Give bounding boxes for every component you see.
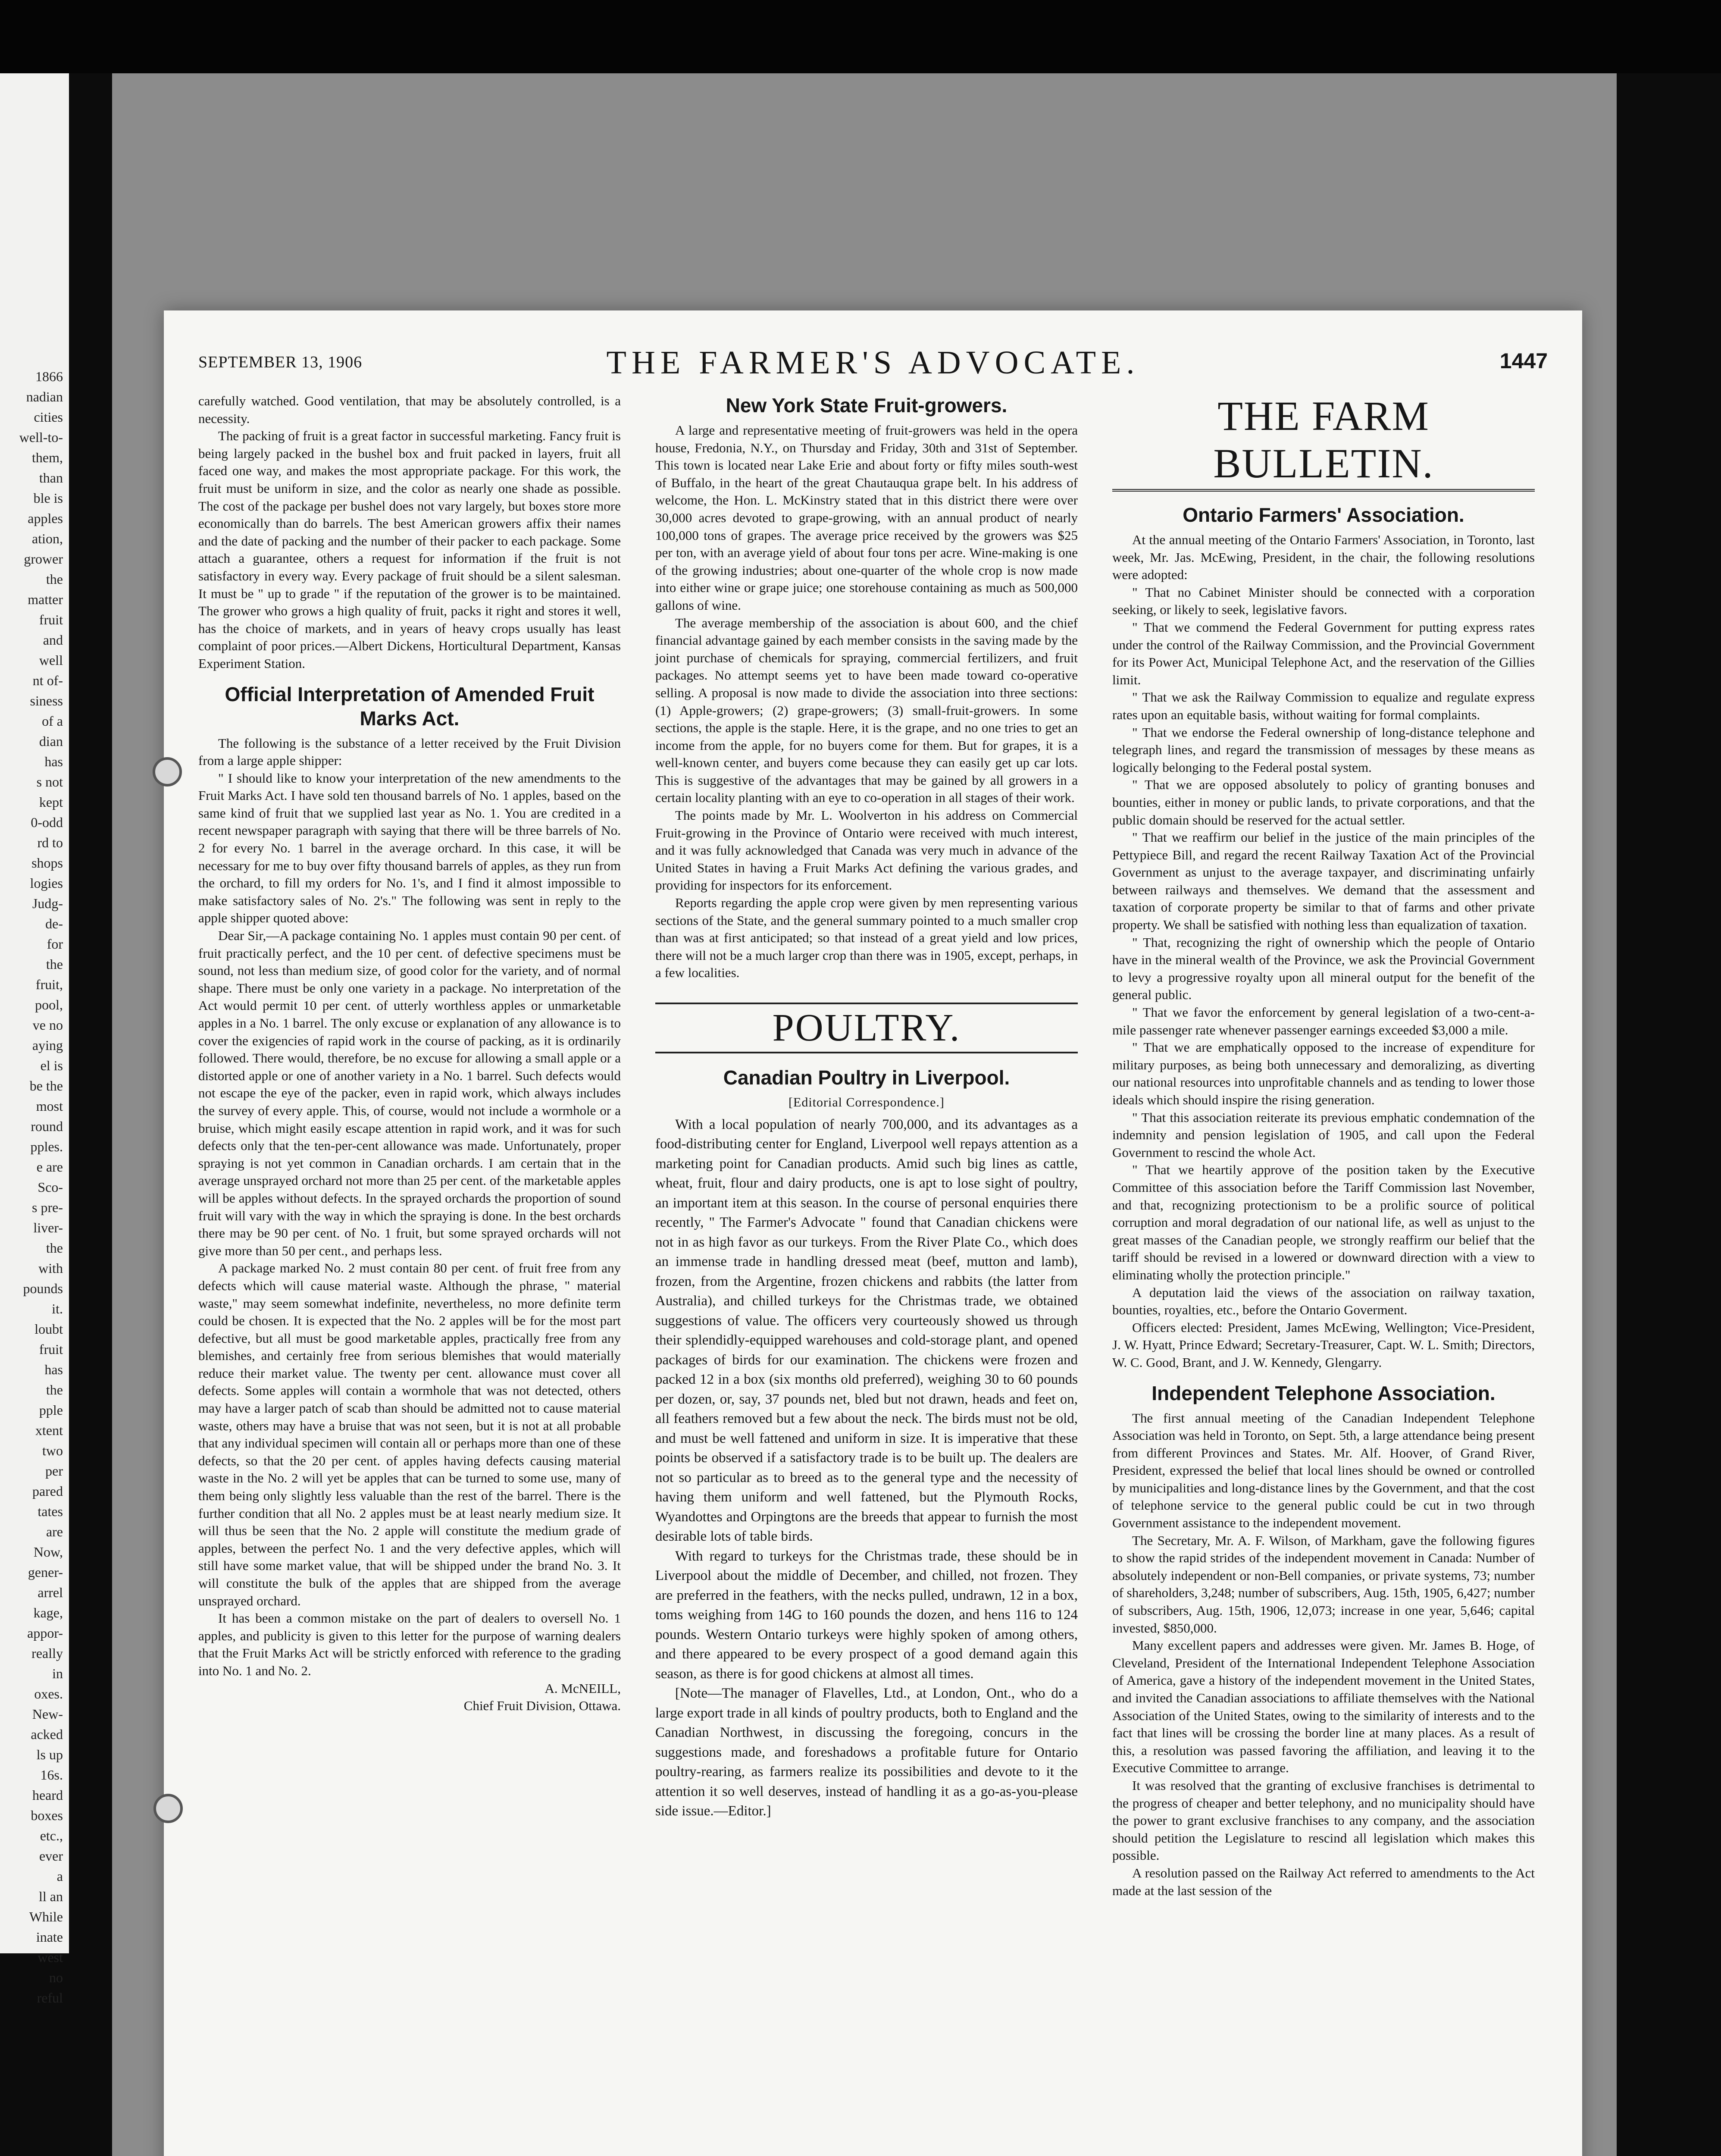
adjacent-page-strip xyxy=(0,73,69,2006)
paragraph: It was resolved that the granting of exclusive franchises is detrimental to the progress of cheaper and better telephony, and no municipality should have the power to grant exclusive franchises to any company, and the association should petition the Legislature to rescind all legislation which makes this possible. xyxy=(1112,1777,1535,1863)
paragraph: The packing of fruit is a great factor in successful marketing. Fancy fruit is being largely packed in the bushel box and fruit packed in layers, fruit all faced one way, and makes the most appropriate package. For this work, the fruit must be uniform in size, and the color as nearly one shade as possible. The cost of the package per bushel does not vary largely, but boxes store more economically than do barrels. The best American growers affix their names and the date of packing and the number of their packer to each package. Some attach a guarantee, others a request for information if the fruit is not satisfactory in every way. Every package of fruit should be a silent salesman. It must be " up to grade " if the reputation of the grower is to be maintained. The grower who grows a high quality of fruit, packs it right and stores it well, has the choice of markets, and in years of heavy crops usually has least complaint of poor prices.—Albert Dickens, Horticultural Department, Kansas Experiment Station. xyxy=(198,428,621,671)
editor-note: [Note—The manager of Flavelles, Ltd., at London, Ont., who do a large export trade in all kinds of poultry products, both to England and the Canadian Northwest, in discussing the foregoing, concurs in the suggestions made, and foreshadows a profitable future for Ontario poultry-rearing, as farmers realize its possibilities and devote to it the attention it so well deserves, instead of handling it as a go-as-you-please side issue.—Editor.] xyxy=(655,1686,1078,1819)
margin-fragment: boxes xyxy=(31,1808,63,1823)
header-title: THE FARMER'S ADVOCATE. xyxy=(606,345,1140,381)
paragraph: " That we are opposed absolutely to policy of granting bonuses and bounties, either in money or public lands, to private corporations, and that the public domain should be reserved for the actual settler. xyxy=(1112,777,1535,827)
adjacent-page-fragments xyxy=(0,73,69,2008)
margin-fragment: be the xyxy=(29,1078,63,1094)
margin-fragment: ve no xyxy=(32,1017,63,1033)
article-title-ontario-farmers: Ontario Farmers' Association. xyxy=(1183,504,1464,526)
margin-fragment: round xyxy=(31,1119,63,1134)
paragraph: " That we ask the Railway Commission to equalize and regulate express rates upon an equitable basis, without waiting for formal complaints. xyxy=(1112,689,1535,722)
binding-hole-icon xyxy=(153,1794,183,1823)
margin-fragment: New- xyxy=(32,1706,63,1722)
paragraph: " I should like to know your interpretation of the new amendments to the Fruit Marks Act. I have sold ten thousand barrels of No. 1 apples, based on the same kind of fruit that we supplied last year as No. 1. You are credited in a recent newspaper paragraph with saying that there will be three barrels of No. 2 for every No. 1 barrel in the average orchard. In this case, it will be necessary for me to buy over fifty thousand barrels of apples, as they run from the orchard, to fill my orders for No. 1's, and I find it almost impossible to make satisfactory sales of No. 2's." The following was sent in reply to the apple shipper quoted above: xyxy=(198,770,621,926)
margin-fragment: apples xyxy=(28,511,63,526)
margin-fragment: really xyxy=(31,1645,63,1661)
margin-fragment: are xyxy=(46,1524,63,1539)
paragraph: " That we favor the enforcement by general legislation of a two-cent-a-mile passenger rate whenever passenger earnings exceeded $3,000 a mile. xyxy=(1112,1005,1535,1037)
margin-fragment: While xyxy=(29,1909,63,1924)
margin-fragment: oxes. xyxy=(34,1686,63,1702)
binding-hole-icon xyxy=(153,757,182,787)
margin-fragment: two xyxy=(42,1443,63,1458)
margin-fragment: the xyxy=(46,1382,63,1398)
margin-fragment: shops xyxy=(31,855,63,871)
margin-fragment: ll an xyxy=(39,1889,63,1904)
margin-fragment: the xyxy=(46,956,63,972)
margin-fragment: logies xyxy=(30,875,63,891)
paragraph: " That we endorse the Federal ownership of long-distance telephone and telegraph lines, and regard the transmission of messages by these means as logically belonging to the Federal postal system. xyxy=(1112,724,1535,775)
margin-fragment: cities xyxy=(34,409,63,425)
paragraph: A package marked No. 2 must contain 80 per cent. of fruit free from any defects which will cause material waste. Although the phrase, " material waste," may seem somewhat indefinite, nevertheless, no more definite term could be chosen. It is expected that the No. 2 apples will be for the most part defective, but all must be good marketable apples, practically free from any blemishes, and certainly free from serious blemishes that would materially reduce their market value. The twenty per cent. allowance must cover all defects. Some apples will contain a wormhole that was not detected, others may have a larger patch of scab than should be admitted not to cause material waste, others may have a bruise that was not seen, but it is not at all probable that any individual specimen will contain all or perhaps more than one of these defects, so that the 20 per cent. of apples having defects causing material waste in the No. 2 will yet be apples that can be turned to some use, many of them being only slightly less valuable than the rest of the barrel. There is the further condition that all No. 2 apples must be at least nearly medium size. It will thus be seen that the No. 2 apple will constitute the medium grade of apples, between the perfect No. 1 and the very defective apples, which will still have some market value, that will be shipped under the brand No. 3. It will constitute the bulk of the apples that are shipped from the average unsprayed orchard. xyxy=(198,1260,621,1608)
margin-fragment: dian xyxy=(39,733,63,749)
margin-fragment: reful xyxy=(37,1990,63,2006)
paragraph: A deputation laid the views of the association on railway taxation, bounties, royalties, etc., before the Ontario Goverment. xyxy=(1112,1285,1535,1318)
margin-fragment: siness xyxy=(30,693,63,708)
column-2 xyxy=(655,392,1078,2156)
section-banner-poultry: POULTRY. xyxy=(655,1003,1078,1053)
paragraph: " That we commend the Federal Government for putting express rates under the control of the Railway Commission, and the Provincial Government for its Power Act, Municipal Telephone Act, and the reservation of the Gillies limit. xyxy=(1112,619,1535,687)
article-title-fruit-marks: Official Interpretation of Amended Fruit Marks Act. xyxy=(225,683,595,730)
paragraph: Many excellent papers and addresses were given. Mr. James B. Hoge, of Cleveland, President of the International Independent Telephone Association of America, gave a history of the independent movement in the United States, and invited the Canadian associations to affiliate themselves with the National Association of the United States, owing to the similarity of interests and to the fact that lines will be crossing the border line at many places. As a result of this, a resolution was passed favoring the affiliation, and leaving it to the Executive Committee to arrange. xyxy=(1112,1638,1535,1776)
margin-fragment: heard xyxy=(32,1787,63,1803)
margin-fragment: matter xyxy=(28,592,63,607)
margin-fragment: for xyxy=(47,936,63,952)
paragraph: " That, recognizing the right of ownership which the people of Ontario have in the mineral wealth of the Province, we ask the Provincial Government to levy a progressive royalty upon all mineral output for the benefit of the general public. xyxy=(1112,934,1535,1003)
margin-fragment: inate xyxy=(36,1929,63,1945)
paragraph: It has been a common mistake on the part of dealers to oversell No. 1 apples, and publicity is given to this letter for the purpose of warning dealers that the Fruit Marks Act will be strictly enforced with reference to the grading into No. 1 and No. 2. xyxy=(198,1611,621,1678)
margin-fragment: el is xyxy=(40,1058,63,1073)
paragraph: The points made by Mr. L. Woolverton in his address on Commercial Fruit-growing in the Province of Ontario were received with much interest, and it was fully acknowledged that Canada was very much in advance of the United States in having a Fruit Marks Act defining the various grades, and providing for inspectors for its enforcement. xyxy=(655,808,1078,893)
margin-fragment: of a xyxy=(42,713,63,729)
scan-top-border xyxy=(0,0,1721,73)
column-3 xyxy=(1112,392,1535,2156)
margin-fragment: nadian xyxy=(26,389,63,404)
margin-fragment: 1866 xyxy=(35,369,63,384)
paragraph: The following is the substance of a letter received by the Fruit Division from a large apple shipper: xyxy=(198,735,621,768)
paragraph: " That we heartily approve of the position taken by the Executive Committee of this association before the Tariff Commission last November, and that, recognizing protectionism to be a prolific source of political corruption and moral degradation of our national life, as well as unjust to the great masses of the Canadian people, we strongly reaffirm our belief that the tariff should be revised in a lowered or downward direction with a view to eliminating wholly the protection principle." xyxy=(1112,1162,1535,1282)
page-header xyxy=(198,344,1548,383)
margin-fragment: etc., xyxy=(40,1828,63,1843)
margin-fragment: nt of- xyxy=(32,673,63,688)
margin-fragment: has xyxy=(44,1362,63,1377)
paragraph: With regard to turkeys for the Christmas trade, these should be in Liverpool about the middle of December, and chilled, not frozen. They are preferred in the feathers, with the necks pulled, undrawn, 12 in a box, toms weighing from 14G to 160 pounds the dozen, and hens 116 to 124 pounds. Western Ontario turkeys were highly spoken of among others, and there appeared to be every prospect of a good demand again this season, as there is for good chickens at almost all times. xyxy=(655,1548,1078,1682)
paragraph: " That no Cabinet Minister should be connected with a corporation seeking, or likely to seek, legislative favors. xyxy=(1112,584,1535,617)
margin-fragment: it. xyxy=(52,1301,63,1316)
margin-fragment: Sco- xyxy=(38,1179,63,1195)
newspaper-page xyxy=(164,310,1582,2156)
margin-fragment: 16s. xyxy=(40,1767,63,1783)
margin-fragment: in xyxy=(52,1666,63,1681)
margin-fragment: Now, xyxy=(33,1544,63,1560)
paragraph: At the annual meeting of the Ontario Farmers' Association, in Toronto, last week, Mr. Jas. McEwing, President, in the chair, the following resolutions were adopted: xyxy=(1112,532,1535,583)
margin-fragment: per xyxy=(45,1463,63,1479)
paragraph: " That we reaffirm our belief in the justice of the main principles of the Pettypiece Bill, and regard the recent Railway Taxation Act of the Provincial Government as unjust to the average taxpayer, and discriminating unfairly between railways and themselves. We demand that the assessment and taxation of corporate property be similar to that of farms and other private property. We shall be satisfied with nothing less than equalization of taxation. xyxy=(1112,830,1535,933)
margin-fragment: west xyxy=(38,1949,63,1965)
paragraph: Officers elected: President, James McEwing, Wellington; Vice-President, J. W. Hyatt, Prince Edward; Secretary-Treasurer, Capt. W. L. Smith; Directors, W. C. Good, Brant, and J. W. Kennedy, Glengarry. xyxy=(1112,1319,1535,1370)
paragraph: " That this association reiterate its previous emphatic condemnation of the indemnity and pension legislation of 1905, and call upon the Federal Government to rescind the whole Act. xyxy=(1112,1109,1535,1160)
margin-fragment: well-to- xyxy=(19,429,63,445)
paragraph: Dear Sir,—A package containing No. 1 apples must contain 90 per cent. of fruit practically perfect, and the 10 per cent. of defective specimens must be sound, not less than medium size, of good color for the variety, and of normal shape. There must be only one variety in a package. No interpretation of the Act would permit 10 per cent. of utterly worthless apples or unmarketable apples in a No. 1 barrel. The only excuse or explanation of any allowance is to cover the exigencies of rapid work in the course of packing, as it is ordinarily followed. There would, therefore, be no excuse for allowing a small apple or a distorted apple or one of another variety in a No. 1 barrel. Such defects would not escape the eye of the packer, even in rapid work, which always includes the survey of every apple. This, of course, would not include a wormhole or a bruise, which might easily escape attention in rapid work, and it was for such defects only that the ten-per-cent allowance was made. Unfortunately, proper spraying is not yet common in Canadian orchards. I am certain that in the average unsprayed orchard not more than 25 per cent. of the marketable apples will be apples without defects. In the sprayed orchards the proportion of sound fruit will vary with the way in which the spraying is done. In the best orchards there may be 90 per cent. of No. 1 fruit, but some sprayed orchards will not give more than 50 per cent., and perhaps less. xyxy=(198,928,621,1258)
margin-fragment: with xyxy=(38,1260,63,1276)
margin-fragment: Judg- xyxy=(32,896,63,911)
margin-fragment: no xyxy=(49,1970,63,1985)
margin-fragment: most xyxy=(36,1098,63,1114)
signature-title: Chief Fruit Division, Ottawa. xyxy=(463,1698,621,1714)
paragraph: Reports regarding the apple crop were given by men representing various sections of the State, and the general summary pointed to a much smaller crop than was at first anticipated; so that instead of a great yield and low prices, there will not be a much larger crop than there was in 1905, except, perhaps, in a few localities. xyxy=(655,895,1078,981)
section-banner-farm-bulletin: THE FARM BULLETIN. xyxy=(1112,392,1535,492)
margin-fragment: well xyxy=(39,652,63,668)
margin-fragment: loubt xyxy=(34,1321,63,1337)
margin-fragment: s not xyxy=(36,774,63,790)
margin-fragment: arrel xyxy=(38,1585,63,1600)
margin-fragment: acked xyxy=(31,1727,63,1742)
margin-fragment: ble is xyxy=(33,490,63,506)
margin-fragment: appor- xyxy=(27,1625,63,1641)
margin-fragment: ever xyxy=(39,1848,63,1864)
margin-fragment: aying xyxy=(32,1037,63,1053)
paragraph: With a local population of nearly 700,000, and its advantages as a food-distributing center for England, Liverpool well repays attention as a marketing point for Canadian products. Amid such big lines as cattle, wheat, fruit, flour and dairy products, one is apt to lose sight of poultry, an important item at this season. In the course of personal enquiries there recently, " The Farmer's Advocate " found that Canadian chickens were not in as high favor as our turkeys. From the River Plate Co., which does an immense trade in handling dressed meat (beef, mutton and lamb), frozen, from the Argentine, frozen chickens and rabbits (the latter from Australia), and chilled turkeys for the Christmas trade, we obtained suggestions of value. The officers very courteously showed us through their splendidly-equipped warehouses and cold-storage plant, and opened packages of birds for our examination. The chickens were frozen and packed 12 in a box (six months old preferred), weighing 30 to 60 pounds per dozen, or, say, 37 pounds net, bled but not drawn, heads and feet on, all feathers removed but a few about the neck. The birds must not be old, and must be well fattened and uniform in size. It is imperative that these points be observed if a satisfactory trade is to be built up. The dealers are not so particular as to breed as to the general type and the necessity of having them uniform and well fattened, but the Plymouth Rocks, Wyandottes and Orpingtons are the breeds that appear to furnish the most desirable lots of table birds. xyxy=(655,1116,1078,1545)
margin-fragment: e are xyxy=(36,1159,63,1175)
margin-fragment: than xyxy=(39,470,63,486)
paragraph: A large and representative meeting of fruit-growers was held in the opera house, Fredonia, N.Y., on Thursday and Friday, 30th and 31st of September. This town is located near Lake Erie and about forty or fifty miles south-west of Buffalo, in the heart of the great Chautauqua grape belt. In his address of welcome, the Hon. L. McKinstry stated that in this district there were over 30,000 acres devoted to grape-growing, with an annual product of nearly 100,000 tons of grapes. The average price received by the growers was $25 per ton, with an average yield of about four tons per acre. Wine-making is one of the growing industries; about one-quarter of the whole crop is now made into either wine or grape juice; one storehouse containing as much as 500,000 gallons of wine. xyxy=(655,423,1078,613)
margin-fragment: pared xyxy=(32,1483,63,1499)
margin-fragment: pples. xyxy=(30,1139,63,1154)
margin-fragment: tates xyxy=(38,1504,63,1519)
column-1 xyxy=(198,392,621,2156)
margin-fragment: fruit xyxy=(39,612,63,627)
margin-fragment: liver- xyxy=(33,1220,63,1235)
article-subtitle: [Editorial Correspondence.] xyxy=(789,1095,945,1109)
header-page-number: 1447 xyxy=(1499,349,1548,373)
margin-fragment: rd to xyxy=(37,835,63,850)
margin-fragment: fruit xyxy=(39,1341,63,1357)
margin-fragment: kage, xyxy=(33,1605,63,1620)
article-title-canadian-poultry: Canadian Poultry in Liverpool. xyxy=(723,1066,1010,1089)
paragraph: A resolution passed on the Railway Act referred to amendments to the Act made at the last session of the xyxy=(1112,1865,1535,1898)
paragraph: The first annual meeting of the Canadian Independent Telephone Association was held in Toronto, on Sept. 5th, a large attendance being present from different Provinces and States. Mr. Alf. Hoover, of Grand River, President, expressed the belief that local lines should be owned or controlled by municipalities and long-distance lines by the Government, and that the cost of telephone service to the general public could be cut in two through Government assistance to the independent movement. xyxy=(1112,1410,1535,1531)
margin-fragment: the xyxy=(46,1240,63,1256)
margin-fragment: them, xyxy=(32,450,63,465)
margin-fragment: 0-odd xyxy=(31,815,63,830)
article-title-telephone-association: Independent Telephone Association. xyxy=(1152,1382,1496,1404)
margin-fragment: gener- xyxy=(28,1564,63,1580)
margin-fragment: has xyxy=(44,754,63,769)
margin-fragment: a xyxy=(56,1868,63,1884)
margin-fragment: and xyxy=(43,632,63,648)
margin-fragment: kept xyxy=(39,794,63,810)
paragraph: " That we are emphatically opposed to the increase of expenditure for military purposes, as being both unnecessary and demoralizing, as diverting our national resources into unprofitable channels and as tending to lower those ideals which should inspire the rising generation. xyxy=(1112,1040,1535,1107)
paragraph: The Secretary, Mr. A. F. Wilson, of Markham, gave the following figures to show the rapid strides of the independent movement in Canada: Number of absolutely independent or non-Bell companies, or private systems, 73; number of shareholders, 3,248; number of subscribers, Aug. 15th, 1905, 6,427; number of subscribers, Aug. 15th, 1906, 12,073; increase in one year, 5,646; capital invested, $850,000. xyxy=(1112,1532,1535,1636)
margin-fragment: de- xyxy=(45,916,63,931)
article-title-ny-fruit-growers: New York State Fruit-growers. xyxy=(726,394,1008,417)
margin-fragment: pple xyxy=(39,1402,63,1418)
margin-fragment: ls up xyxy=(36,1747,63,1762)
margin-fragment: fruit, xyxy=(35,977,63,992)
paragraph: carefully watched. Good ventilation, that may be absolutely controlled, is a necessity. xyxy=(198,393,621,426)
margin-fragment: the xyxy=(46,571,63,587)
margin-fragment: xtent xyxy=(35,1423,63,1438)
margin-fragment: grower xyxy=(24,551,63,567)
margin-fragment: pounds xyxy=(23,1281,63,1296)
header-date: SEPTEMBER 13, 1906 xyxy=(198,353,363,371)
paragraph: The average membership of the association is about 600, and the chief financial advantage gained by each member consists in the saving made by the joint purchase of chemicals for spraying, commercial fertilizers, and fruit packages. No attempt seems yet to have been made toward co-operative selling. A proposal is now made to divide the association into three sections: (1) Apple-growers; (2) grape-growers; (3) small-fruit-growers. In some sections, the apple is the staple. Here, it is the grape, and no one tries to get an income from the apple, for no buyers come for them. But for grapes, it is a well-known center, and buyers come because they can easily get up car lots. This is suggestive of the advantages that may be gained by all growers in a certain locality planting with an eye to co-operation in all stages of their work. xyxy=(655,615,1078,805)
margin-fragment: s pre- xyxy=(32,1200,63,1215)
signature-name: A. McNEILL, xyxy=(544,1680,621,1696)
margin-fragment: ation, xyxy=(32,531,63,546)
margin-fragment: pool, xyxy=(35,997,63,1012)
